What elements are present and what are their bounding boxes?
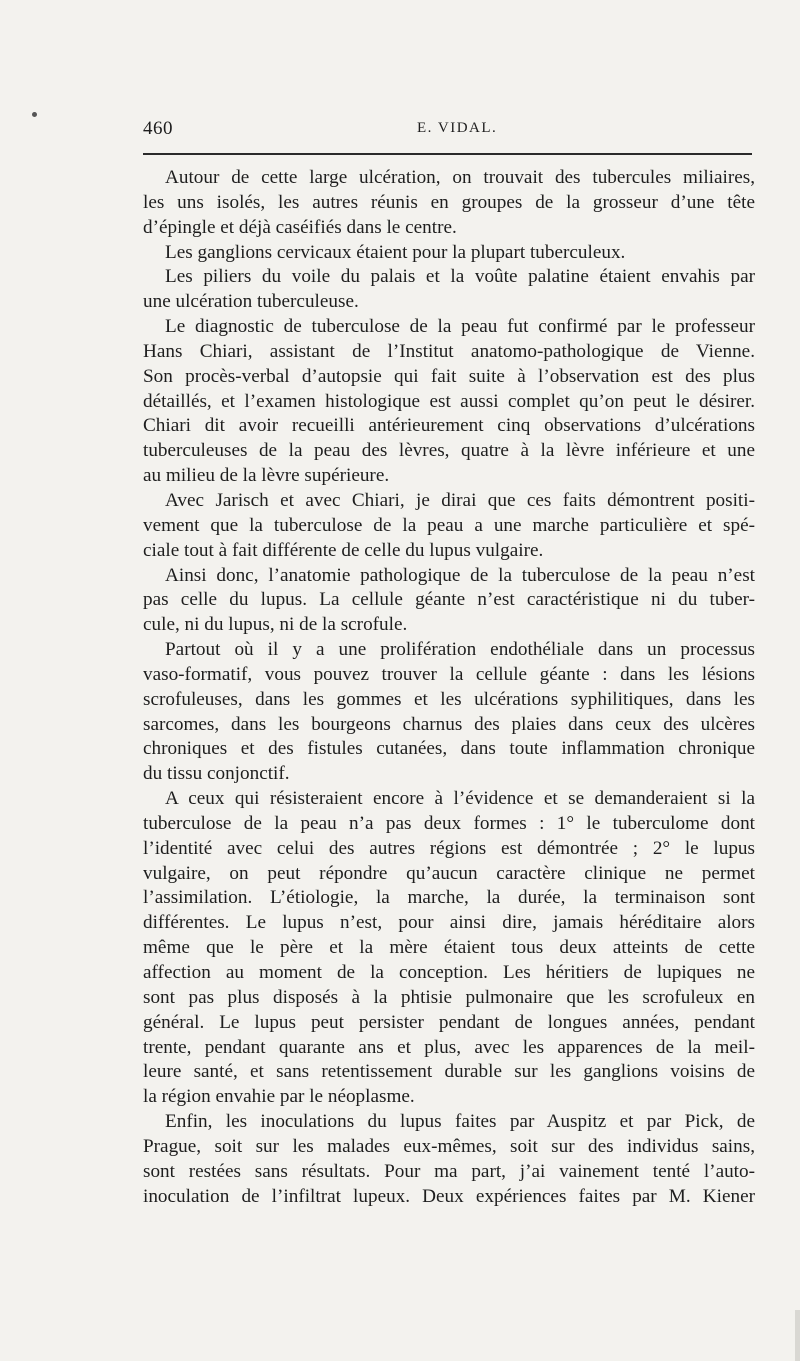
text-line: Prague, soit sur les malades eux-mêmes, soit sur des individus sains,	[143, 1135, 755, 1157]
text-line: Les ganglions cervicaux étaient pour la plupart tuberculeux.	[165, 241, 626, 263]
text-line: les uns isolés, les autres réunis en groupes de la grosseur d’une tête	[143, 191, 755, 213]
text-line: Avec Jarisch et avec Chiari, je dirai que ces faits démontrent positi-	[165, 489, 755, 511]
text-line: cule, ni du lupus, ni de la scrofule.	[143, 614, 408, 636]
text-line: sont pas plus disposés à la phtisie pulmonaire que les scrofuleux en	[143, 986, 755, 1008]
page-header	[143, 118, 752, 142]
text-line: affection au moment de la conception. Les héritiers de lupiques ne	[143, 962, 755, 983]
text-line: différentes. Le lupus n’est, pour ainsi dire, jamais héréditaire alors	[143, 912, 755, 934]
text-line: une ulcération tuberculeuse.	[143, 291, 359, 313]
text-line: tuberculeuses de la peau des lèvres, quatre à la lèvre inférieure et une	[143, 440, 755, 462]
text-line: même que le père et la mère étaient tous deux atteints de cette	[143, 937, 755, 959]
text-line: Chiari dit avoir recueilli antérieurement cinq observations d’ulcérations	[143, 415, 755, 437]
text-line: ciale tout à fait différente de celle du lupus vulgaire.	[143, 539, 544, 561]
text-line: vement que la tuberculose de la peau a une marche particulière et spé-	[143, 514, 755, 536]
paper-speck	[32, 112, 37, 117]
text-line: d’épingle et déjà caséifiés dans le centre.	[143, 216, 457, 238]
text-line: inoculation de l’infiltrat lupeux. Deux expériences faites par M. Kiener	[143, 1185, 755, 1207]
text-line: trente, pendant quarante ans et plus, avec les apparences de la meil-	[143, 1036, 755, 1058]
text-line: au milieu de la lèvre supérieure.	[143, 465, 390, 487]
text-line: la région envahie par le néoplasme.	[143, 1086, 415, 1108]
text-line: détaillés, et l’examen histologique est aussi complet qu’on peut le désirer.	[143, 390, 755, 412]
text-line: Partout où il y a une prolifération endothéliale dans un processus	[165, 639, 755, 661]
text-line: pas celle du lupus. La cellule géante n’est caractéristique ni du tuber-	[143, 589, 755, 611]
text-line: leure santé, et sans retentissement durable sur les ganglions voisins de	[143, 1061, 755, 1083]
text-line: l’assimilation. L’étiologie, la marche, la durée, la terminaison sont	[143, 887, 755, 909]
text-line: du tissu conjonctif.	[143, 763, 290, 785]
text-line: Le diagnostic de tuberculose de la peau fut confirmé par le professeur	[165, 316, 755, 338]
text-line: A ceux qui résisteraient encore à l’évidence et se demanderaient si la	[165, 788, 755, 810]
text-line: vaso-formatif, vous pouvez trouver la cellule géante : dans les lésions	[143, 663, 755, 685]
text-line: Enfin, les inoculations du lupus faites par Auspitz et par Pick, de	[165, 1111, 755, 1133]
body-text	[143, 166, 755, 1209]
page-number: 460	[143, 118, 173, 139]
header-rule	[143, 153, 752, 155]
text-line: Autour de cette large ulcération, on trouvait des tubercules miliaires,	[165, 167, 755, 188]
text-line: vulgaire, on peut répondre qu’aucun caractère clinique ne permet	[143, 862, 755, 884]
text-line: scrofuleuses, dans les gommes et les ulcérations syphilitiques, dans les	[143, 688, 755, 710]
text-line: l’identité avec celui des autres régions est démontrée ; 2° le lupus	[143, 837, 755, 859]
page-edge	[795, 1310, 800, 1361]
text-line: Hans Chiari, assistant de l’Institut anatomo-pathologique de Vienne.	[143, 340, 755, 362]
text-line: Son procès-verbal d’autopsie qui fait suite à l’observation est des plus	[143, 365, 755, 387]
text-line: général. Le lupus peut persister pendant de longues années, pendant	[143, 1011, 755, 1033]
running-head: E. VIDAL.	[417, 120, 498, 136]
text-line: Les piliers du voile du palais et la voûte palatine étaient envahis par	[165, 266, 755, 288]
text-line: chroniques et des fistules cutanées, dans toute inflammation chronique	[143, 738, 755, 760]
text-line: Ainsi donc, l’anatomie pathologique de la tuberculose de la peau n’est	[165, 564, 755, 586]
text-line: tuberculose de la peau n’a pas deux formes : 1° le tuberculome dont	[143, 812, 755, 834]
text-line: sont restées sans résultats. Pour ma part, j’ai vainement tenté l’auto-	[143, 1160, 755, 1182]
text-line: sarcomes, dans les bourgeons charnus des plaies dans ceux des ulcères	[143, 713, 755, 735]
